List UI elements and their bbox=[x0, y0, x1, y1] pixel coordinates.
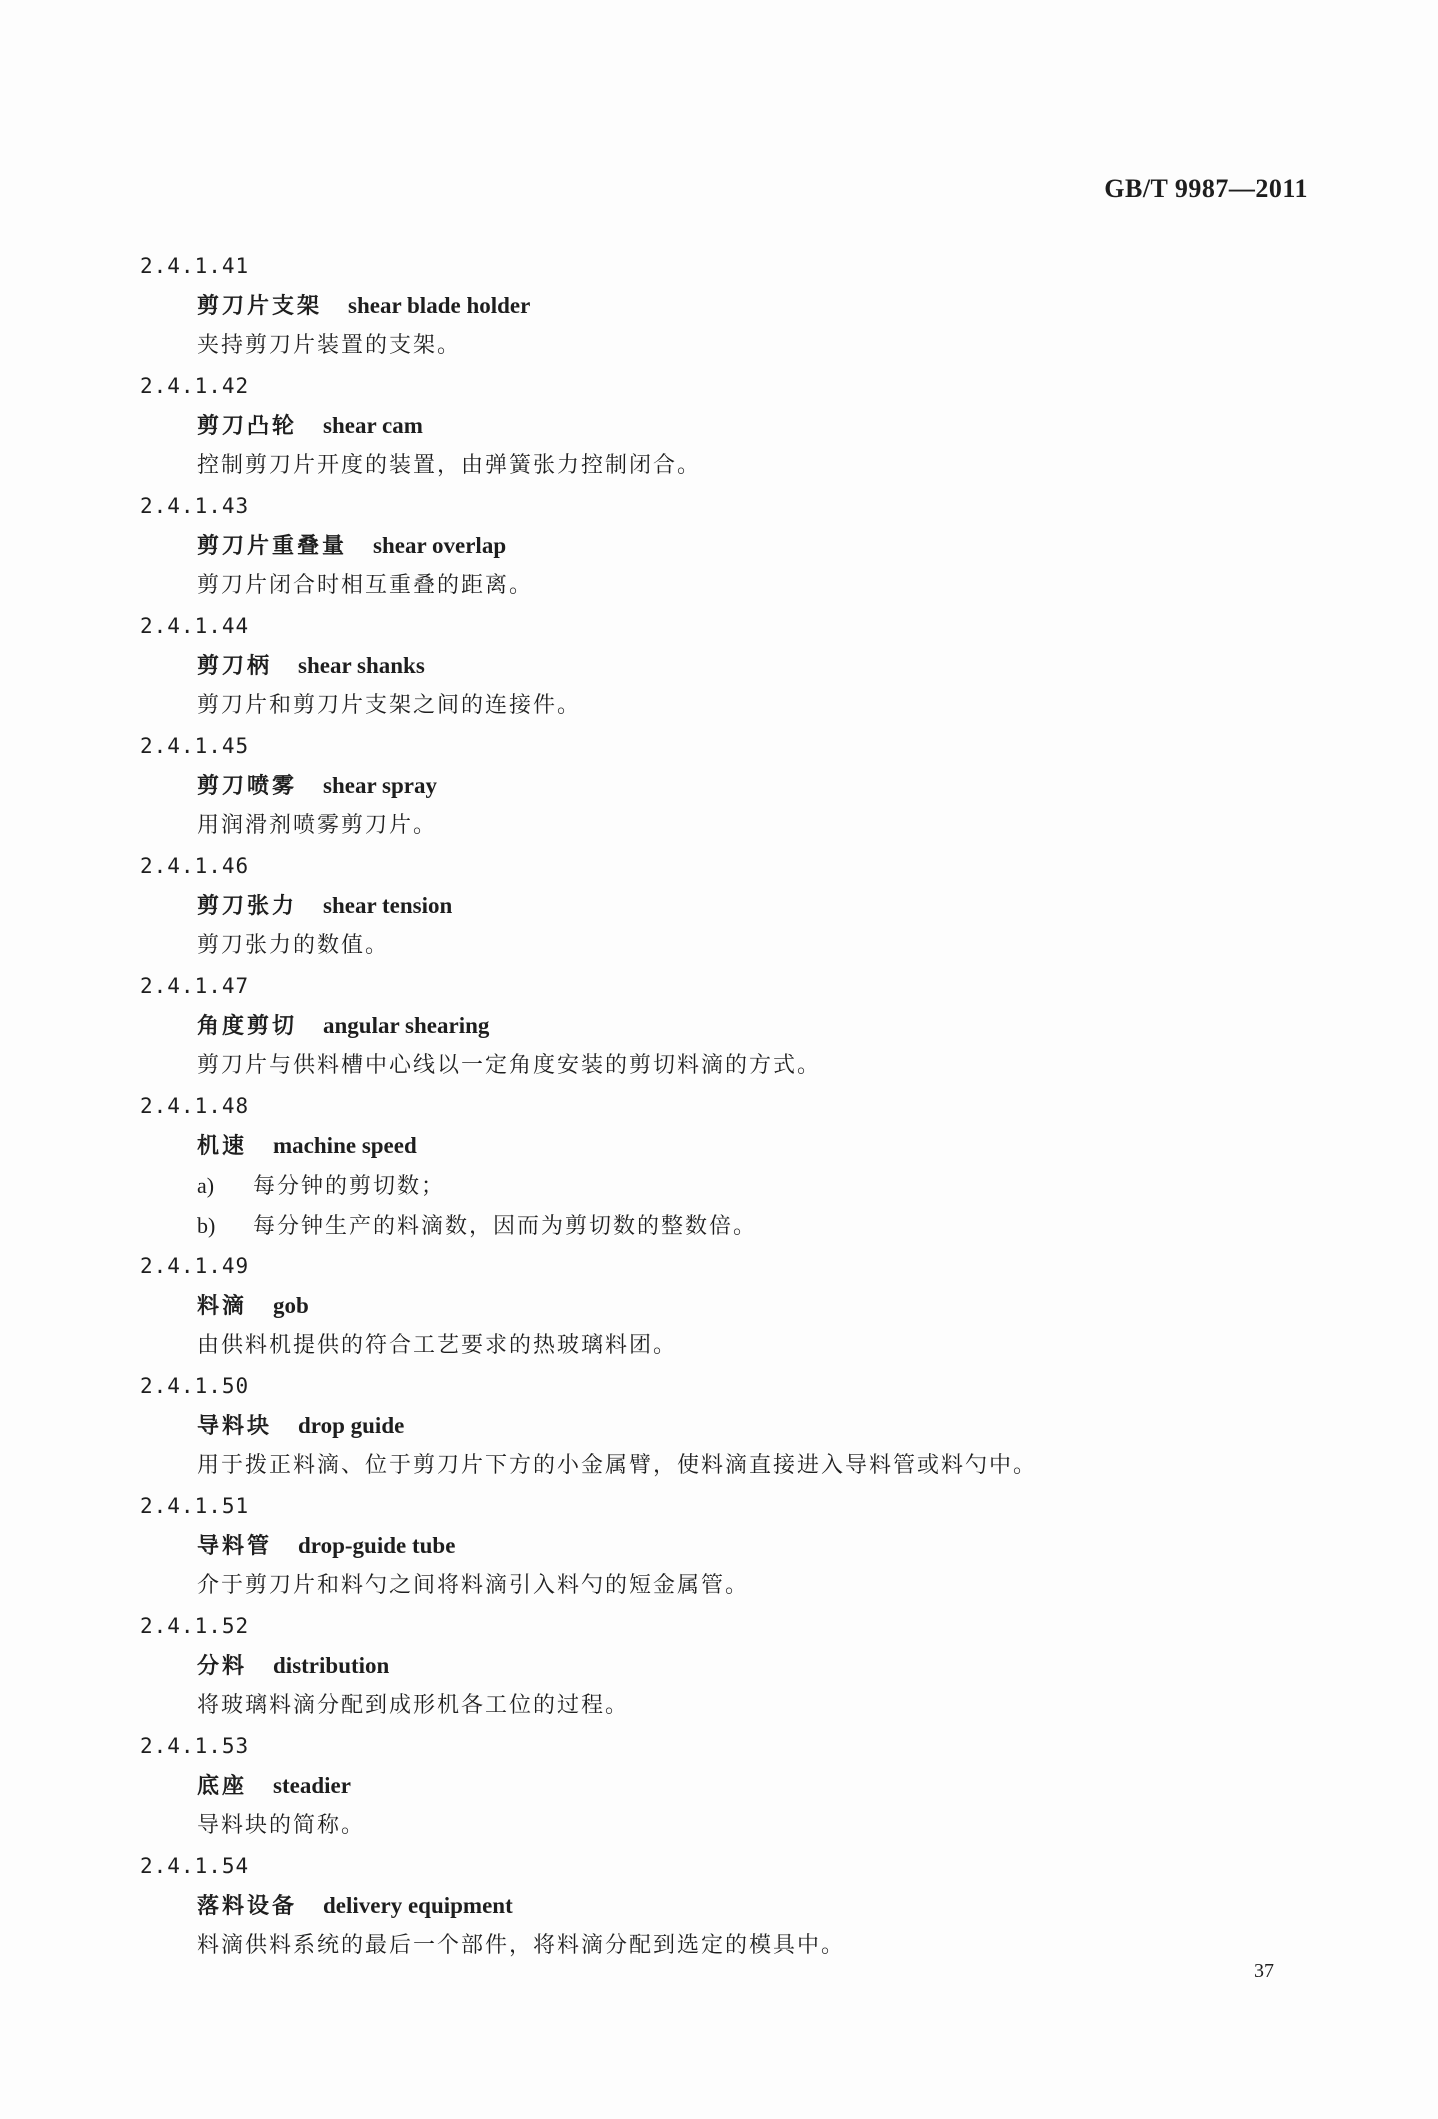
term-zh: 分料 bbox=[197, 1653, 248, 1679]
term-zh: 剪刀凸轮 bbox=[197, 413, 298, 439]
term-entry-2-4-1-45 bbox=[0, 726, 1438, 846]
term-zh: 料滴 bbox=[197, 1293, 248, 1319]
term-definition: 将玻璃料滴分配到成形机各工位的过程。 bbox=[197, 1693, 630, 1718]
term-zh: 剪刀张力 bbox=[197, 893, 298, 919]
list-marker: a) bbox=[197, 1173, 215, 1198]
clause-number: 2.4.1.52 bbox=[140, 1614, 250, 1638]
clause-number: 2.4.1.54 bbox=[140, 1854, 250, 1878]
clause-number: 2.4.1.49 bbox=[140, 1254, 250, 1278]
clause-number: 2.4.1.53 bbox=[140, 1734, 250, 1758]
clause-number: 2.4.1.44 bbox=[140, 614, 250, 638]
term-definition: 导料块的简称。 bbox=[197, 1813, 366, 1838]
term-entry-2-4-1-41 bbox=[0, 246, 1438, 366]
term-entry-2-4-1-47 bbox=[0, 966, 1438, 1086]
page-number: 37 bbox=[1254, 1960, 1274, 1982]
term-definition: 剪刀张力的数值。 bbox=[197, 933, 390, 958]
clause-number: 2.4.1.48 bbox=[140, 1094, 250, 1118]
term-entry-2-4-1-54 bbox=[0, 1846, 1438, 1966]
definition-list-item bbox=[0, 1206, 1438, 1246]
term-heading bbox=[0, 286, 1438, 326]
term-entry-2-4-1-48 bbox=[0, 1086, 1438, 1246]
term-definition: 剪刀片与供料槽中心线以一定角度安装的剪切料滴的方式。 bbox=[197, 1053, 822, 1078]
term-definition: 用于拨正料滴、位于剪刀片下方的小金属臂，使料滴直接进入导料管或料勺中。 bbox=[197, 1453, 1038, 1478]
term-heading bbox=[0, 1406, 1438, 1446]
clause-number: 2.4.1.41 bbox=[140, 254, 250, 278]
term-en: shear blade holder bbox=[348, 293, 531, 318]
term-heading bbox=[0, 1526, 1438, 1566]
term-en: machine speed bbox=[273, 1133, 417, 1158]
term-definition: 夹持剪刀片装置的支架。 bbox=[197, 333, 462, 358]
term-en: shear shanks bbox=[298, 653, 425, 678]
term-heading bbox=[0, 406, 1438, 446]
list-item-text: 每分钟生产的料滴数，因而为剪切数的整数倍。 bbox=[253, 1214, 758, 1239]
term-heading bbox=[0, 766, 1438, 806]
list-item-text: 每分钟的剪切数； bbox=[253, 1174, 446, 1199]
term-definition: 剪刀片和剪刀片支架之间的连接件。 bbox=[197, 693, 582, 718]
term-entry-2-4-1-42 bbox=[0, 366, 1438, 486]
term-definition: 介于剪刀片和料勺之间将料滴引入料勺的短金属管。 bbox=[197, 1573, 750, 1598]
list-marker: b) bbox=[197, 1213, 216, 1238]
term-zh: 机速 bbox=[197, 1133, 248, 1159]
term-en: shear spray bbox=[323, 773, 437, 798]
term-zh: 角度剪切 bbox=[197, 1013, 298, 1039]
term-zh: 剪刀片重叠量 bbox=[197, 533, 348, 559]
term-en: angular shearing bbox=[323, 1013, 490, 1038]
term-heading bbox=[0, 1646, 1438, 1686]
term-en: gob bbox=[273, 1293, 309, 1318]
terms-section bbox=[0, 246, 1438, 1966]
term-entry-2-4-1-53 bbox=[0, 1726, 1438, 1846]
definition-list-item bbox=[0, 1166, 1438, 1206]
term-en: shear tension bbox=[323, 893, 453, 918]
clause-number: 2.4.1.51 bbox=[140, 1494, 250, 1518]
term-definition: 控制剪刀片开度的装置，由弹簧张力控制闭合。 bbox=[197, 453, 702, 478]
clause-number: 2.4.1.50 bbox=[140, 1374, 250, 1398]
term-entry-2-4-1-51 bbox=[0, 1486, 1438, 1606]
term-en: delivery equipment bbox=[323, 1893, 513, 1918]
term-en: shear overlap bbox=[373, 533, 507, 558]
term-definition: 料滴供料系统的最后一个部件，将料滴分配到选定的模具中。 bbox=[197, 1933, 846, 1958]
clause-number: 2.4.1.42 bbox=[140, 374, 250, 398]
term-en: distribution bbox=[273, 1653, 390, 1678]
term-entry-2-4-1-52 bbox=[0, 1606, 1438, 1726]
term-en: drop guide bbox=[298, 1413, 405, 1438]
term-heading bbox=[0, 1286, 1438, 1326]
term-heading bbox=[0, 526, 1438, 566]
term-entry-2-4-1-43 bbox=[0, 486, 1438, 606]
term-heading bbox=[0, 646, 1438, 686]
term-zh: 导料块 bbox=[197, 1413, 273, 1439]
term-entry-2-4-1-44 bbox=[0, 606, 1438, 726]
term-zh: 剪刀片支架 bbox=[197, 293, 323, 319]
term-entry-2-4-1-49 bbox=[0, 1246, 1438, 1366]
clause-number: 2.4.1.43 bbox=[140, 494, 250, 518]
term-entry-2-4-1-46 bbox=[0, 846, 1438, 966]
term-zh: 导料管 bbox=[197, 1533, 273, 1559]
term-heading bbox=[0, 886, 1438, 926]
term-en: drop-guide tube bbox=[298, 1533, 456, 1558]
term-en: steadier bbox=[273, 1773, 351, 1798]
term-definition: 剪刀片闭合时相互重叠的距离。 bbox=[197, 573, 534, 598]
term-zh: 剪刀喷雾 bbox=[197, 773, 298, 799]
term-zh: 落料设备 bbox=[197, 1893, 298, 1919]
clause-number: 2.4.1.45 bbox=[140, 734, 250, 758]
term-zh: 剪刀柄 bbox=[197, 653, 273, 679]
clause-number: 2.4.1.46 bbox=[140, 854, 250, 878]
term-definition: 用润滑剂喷雾剪刀片。 bbox=[197, 813, 438, 838]
standard-code: GB/T 9987—2011 bbox=[1104, 174, 1308, 203]
term-heading bbox=[0, 1886, 1438, 1926]
term-heading bbox=[0, 1126, 1438, 1166]
term-entry-2-4-1-50 bbox=[0, 1366, 1438, 1486]
term-definition: 由供料机提供的符合工艺要求的热玻璃料团。 bbox=[197, 1333, 678, 1358]
term-heading bbox=[0, 1766, 1438, 1806]
term-en: shear cam bbox=[323, 413, 423, 438]
clause-number: 2.4.1.47 bbox=[140, 974, 250, 998]
term-zh: 底座 bbox=[197, 1773, 248, 1799]
term-heading bbox=[0, 1006, 1438, 1046]
